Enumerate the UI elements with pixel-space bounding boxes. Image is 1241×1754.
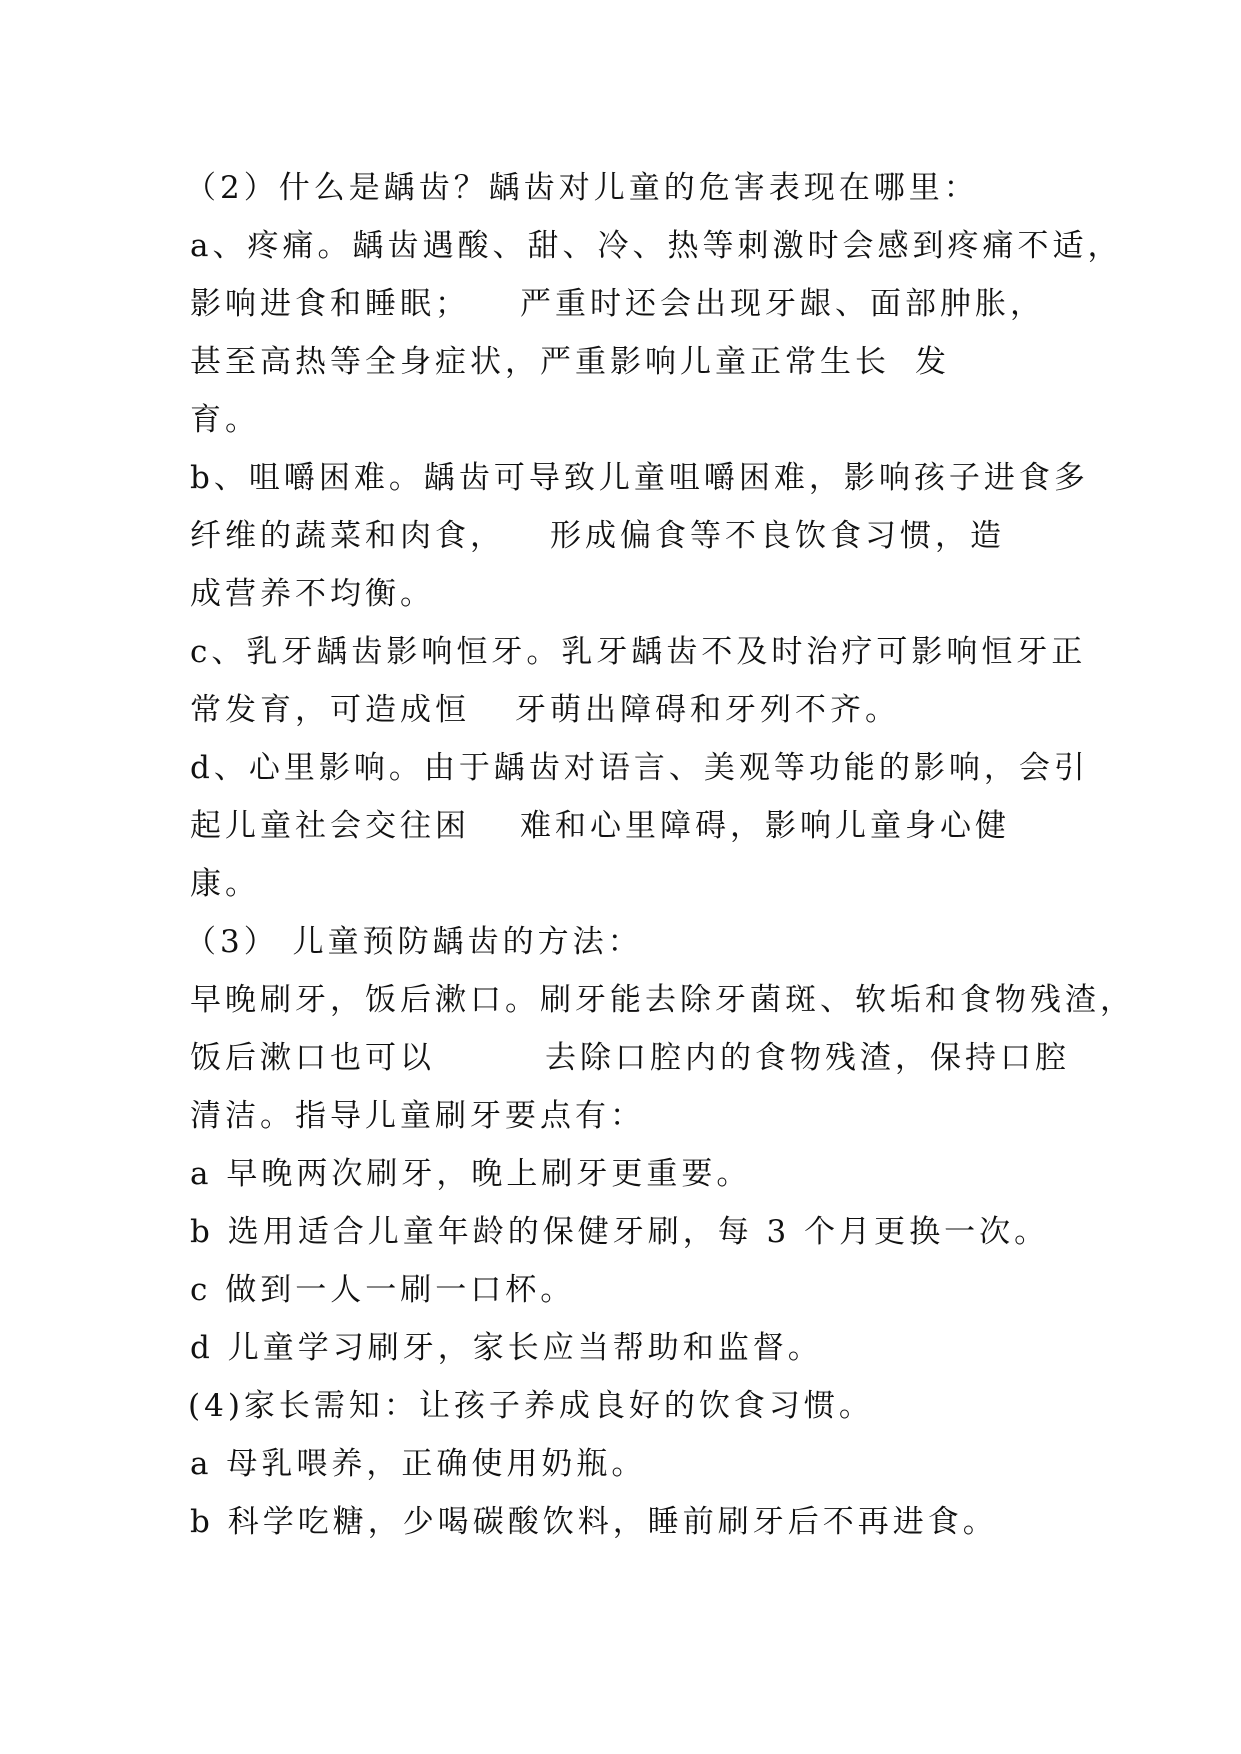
line-segment: 纤维的蔬菜和肉食， bbox=[190, 518, 505, 554]
line-segment: 形成偏食等不良饮食习惯，造 bbox=[550, 518, 1005, 554]
line-segment: 去除口腔内的食物残渣，保持口腔 bbox=[545, 1040, 1070, 1076]
paragraph-line: 育。 bbox=[190, 402, 260, 438]
list-item: a 早晚两次刷牙，晚上刷牙更重要。 bbox=[190, 1156, 752, 1192]
paragraph-line: 康。 bbox=[190, 866, 260, 902]
line-segment: 起儿童社会交往困 bbox=[190, 808, 470, 844]
line-segment: 牙萌出障碍和牙列不齐。 bbox=[515, 692, 900, 728]
list-item: d 儿童学习刷牙，家长应当帮助和监督。 bbox=[190, 1330, 823, 1366]
line-segment: 影响进食和睡眠； bbox=[190, 286, 470, 322]
heading-2-dental-caries: （2）什么是龋齿？龋齿对儿童的危害表现在哪里： bbox=[185, 170, 979, 206]
paragraph-line: a、疼痛。龋齿遇酸、甜、冷、热等刺激时会感到疼痛不适， bbox=[190, 228, 1123, 264]
paragraph-line: 成营养不均衡。 bbox=[190, 576, 435, 612]
line-segment: 饭后漱口也可以 bbox=[190, 1040, 435, 1076]
paragraph-line: c、乳牙龋齿影响恒牙。乳牙龋齿不及时治疗可影响恒牙正 bbox=[190, 634, 1087, 670]
line-segment: 甚至高热等全身症状，严重影响儿童正常生长 bbox=[190, 344, 890, 380]
paragraph-line: 清洁。指导儿童刷牙要点有： bbox=[190, 1098, 645, 1134]
paragraph-line: 早晚刷牙，饭后漱口。刷牙能去除牙菌斑、软垢和食物残渣， bbox=[190, 982, 1135, 1018]
paragraph-line: d、心里影响。由于龋齿对语言、美观等功能的影响，会引 bbox=[190, 750, 1089, 786]
list-item: c 做到一人一刷一口杯。 bbox=[190, 1272, 576, 1308]
line-segment: 严重时还会出现牙龈、面部肿胀， bbox=[520, 286, 1045, 322]
line-segment: 常发育，可造成恒 bbox=[190, 692, 470, 728]
line-segment: 难和心里障碍，影响儿童身心健 bbox=[520, 808, 1010, 844]
line-segment: 发 bbox=[915, 344, 950, 380]
list-item: b 科学吃糖，少喝碳酸饮料，睡前刷牙后不再进食。 bbox=[190, 1504, 998, 1540]
paragraph-line: b、咀嚼困难。龋齿可导致儿童咀嚼困难，影响孩子进食多 bbox=[190, 460, 1089, 496]
heading-3-prevention: （3） 儿童预防龋齿的方法： bbox=[185, 924, 643, 960]
list-item: b 选用适合儿童年龄的保健牙刷，每 3 个月更换一次。 bbox=[190, 1214, 1050, 1250]
heading-4-parents: (4)家长需知：让孩子养成良好的饮食习惯。 bbox=[188, 1388, 874, 1424]
list-item: a 母乳喂养，正确使用奶瓶。 bbox=[190, 1446, 647, 1482]
